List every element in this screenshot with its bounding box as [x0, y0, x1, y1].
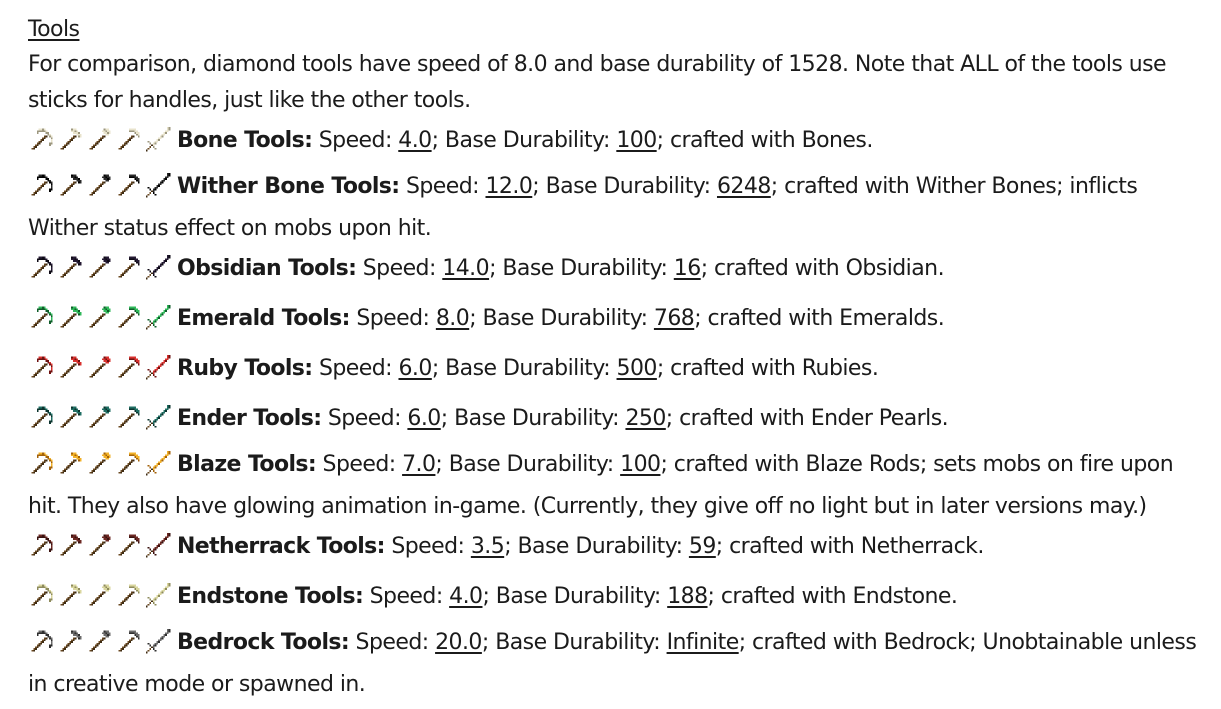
wither-bone-shovel-icon [86, 171, 114, 199]
speed-value: 20.0 [435, 630, 482, 655]
durability-label: Base Durability: [444, 128, 610, 153]
speed-value: 3.5 [470, 534, 505, 559]
speed-value: 14.0 [442, 256, 490, 281]
bedrock-pickaxe-icon [28, 627, 56, 655]
separator: ; [440, 406, 455, 431]
tool-description: ; crafted with Rubies. [656, 356, 879, 381]
speed-label: Speed: [318, 356, 393, 381]
ender-shovel-icon [86, 403, 114, 431]
separator: ; [431, 356, 446, 381]
durability-value: 500 [616, 356, 657, 381]
durability-label: Base Durability: [445, 356, 611, 381]
obsidian-shovel-icon [86, 253, 114, 281]
blaze-shovel-icon [86, 449, 114, 477]
tool-description: ; crafted with Netherrack. [715, 534, 984, 559]
tool-list [28, 119, 1198, 703]
ruby-pickaxe-icon [28, 353, 56, 381]
speed-label: Speed: [405, 174, 480, 199]
tool-description: ; crafted with Endstone. [707, 584, 958, 609]
tool-set-name: Wither Bone Tools: [177, 174, 400, 199]
speed-value: 8.0 [435, 306, 470, 331]
durability-value: 100 [616, 128, 657, 153]
speed-value: 6.0 [407, 406, 441, 431]
tool-set-name: Ender Tools: [177, 406, 322, 431]
tool-set-name: Netherrack Tools: [177, 534, 385, 559]
ender-pickaxe-icon [28, 403, 56, 431]
durability-value: 100 [620, 452, 661, 477]
durability-label: Base Durability: [454, 406, 619, 431]
ruby-shovel-icon [86, 353, 114, 381]
obsidian-sword-icon [144, 253, 172, 281]
emerald-hoe-icon [115, 303, 143, 331]
obsidian-pickaxe-icon [28, 253, 56, 281]
bedrock-shovel-icon [86, 627, 114, 655]
ender-sword-icon [144, 403, 172, 431]
durability-label: Base Durability: [495, 584, 661, 609]
speed-value: 7.0 [402, 452, 436, 477]
speed-value: 6.0 [398, 356, 432, 381]
tool-icon-row [28, 253, 173, 297]
tool-entry [28, 525, 1198, 575]
tool-icon-row [28, 353, 173, 397]
netherrack-sword-icon [144, 531, 172, 559]
tool-description: ; crafted with Obsidian. [700, 256, 945, 281]
durability-value: 250 [625, 406, 666, 431]
speed-label: Speed: [356, 306, 430, 331]
blaze-hoe-icon [115, 449, 143, 477]
obsidian-hoe-icon [115, 253, 143, 281]
emerald-sword-icon [144, 303, 172, 331]
tool-set-name: Obsidian Tools: [177, 256, 357, 281]
durability-value: 188 [667, 584, 708, 609]
endstone-axe-icon [57, 581, 85, 609]
speed-label: Speed: [322, 452, 396, 477]
tool-entry [28, 397, 1198, 447]
endstone-shovel-icon [86, 581, 114, 609]
tool-icon-row [28, 125, 173, 169]
netherrack-pickaxe-icon [28, 531, 56, 559]
bone-sword-icon [144, 125, 172, 153]
durability-value: 768 [653, 306, 695, 331]
netherrack-axe-icon [57, 531, 85, 559]
durability-value: 59 [688, 534, 716, 559]
blaze-pickaxe-icon [28, 449, 56, 477]
separator: ; [504, 534, 518, 559]
intro-paragraph: For comparison, diamond tools have speed of 8.0 and base durability of 1528. Note that ALL of the tools use sticks for handles, just like the other tools. [28, 52, 1167, 113]
tool-set-name: Bedrock Tools: [177, 630, 350, 655]
tool-set-name: Bone Tools: [177, 128, 313, 153]
netherrack-hoe-icon [115, 531, 143, 559]
tool-description: ; crafted with Wither Bones; inflicts Wither status effect on mobs upon hit. [28, 174, 1138, 241]
separator: ; [532, 174, 546, 199]
netherrack-shovel-icon [86, 531, 114, 559]
wither-bone-sword-icon [144, 171, 172, 199]
bedrock-axe-icon [57, 627, 85, 655]
durability-label: Base Durability: [545, 174, 711, 199]
durability-value: 6248 [716, 174, 771, 199]
section-heading: Tools [28, 17, 80, 42]
ruby-sword-icon [144, 353, 172, 381]
tool-icon-row [28, 403, 173, 447]
bone-pickaxe-icon [28, 125, 56, 153]
tool-entry [28, 575, 1198, 625]
speed-value: 4.0 [449, 584, 483, 609]
speed-label: Speed: [369, 584, 443, 609]
emerald-axe-icon [57, 303, 85, 331]
durability-label: Base Durability: [448, 452, 614, 477]
speed-label: Speed: [362, 256, 436, 281]
wither-bone-pickaxe-icon [28, 171, 56, 199]
wither-bone-axe-icon [57, 171, 85, 199]
tool-entry [28, 247, 1198, 297]
tool-icon-row [28, 627, 173, 667]
durability-label: Base Durability: [517, 534, 683, 559]
ender-hoe-icon [115, 403, 143, 431]
tool-entry [28, 347, 1198, 397]
speed-label: Speed: [327, 406, 401, 431]
endstone-hoe-icon [115, 581, 143, 609]
endstone-sword-icon [144, 581, 172, 609]
ruby-axe-icon [57, 353, 85, 381]
durability-label: Base Durability: [495, 630, 661, 655]
tool-description: ; crafted with Ender Pearls. [665, 406, 949, 431]
separator: ; [482, 584, 496, 609]
blaze-axe-icon [57, 449, 85, 477]
tool-set-name: Emerald Tools: [177, 306, 350, 331]
tool-entry [28, 625, 1198, 703]
separator: ; [489, 256, 503, 281]
tool-icon-row [28, 449, 173, 489]
tool-entry [28, 169, 1198, 247]
durability-label: Base Durability: [482, 306, 648, 331]
tool-set-name: Blaze Tools: [177, 452, 317, 477]
tool-description: ; crafted with Emeralds. [694, 306, 945, 331]
speed-value: 12.0 [485, 174, 533, 199]
endstone-pickaxe-icon [28, 581, 56, 609]
durability-value: Infinite [666, 630, 739, 655]
tools-section [28, 13, 1198, 703]
bedrock-hoe-icon [115, 627, 143, 655]
tool-description: ; crafted with Blaze Rods; sets mobs on fire upon hit. They also have glowing animation in-game. (Currently, they give off no light but in later versions may.) [28, 452, 1174, 519]
speed-label: Speed: [318, 128, 392, 153]
bone-hoe-icon [115, 125, 143, 153]
durability-label: Base Durability: [502, 256, 668, 281]
separator: ; [469, 306, 483, 331]
tool-icon-row [28, 531, 173, 575]
tool-icon-row [28, 581, 173, 625]
wither-bone-hoe-icon [115, 171, 143, 199]
tool-set-name: Endstone Tools: [177, 584, 364, 609]
bone-axe-icon [57, 125, 85, 153]
separator: ; [481, 630, 496, 655]
ruby-hoe-icon [115, 353, 143, 381]
tool-description: ; crafted with Bones. [656, 128, 873, 153]
tool-icon-row [28, 171, 173, 211]
tool-description: ; crafted with Bedrock; Unobtainable unless in creative mode or spawned in. [28, 630, 1197, 697]
separator: ; [431, 128, 445, 153]
emerald-pickaxe-icon [28, 303, 56, 331]
obsidian-axe-icon [57, 253, 85, 281]
emerald-shovel-icon [86, 303, 114, 331]
blaze-sword-icon [144, 449, 172, 477]
speed-label: Speed: [355, 630, 429, 655]
separator: ; [435, 452, 449, 477]
speed-value: 4.0 [398, 128, 432, 153]
ender-axe-icon [57, 403, 85, 431]
speed-label: Speed: [391, 534, 465, 559]
tool-entry [28, 297, 1198, 347]
tool-entry [28, 119, 1198, 169]
bedrock-sword-icon [144, 627, 172, 655]
tool-icon-row [28, 303, 173, 347]
durability-value: 16 [673, 256, 701, 281]
tool-entry [28, 447, 1198, 525]
tool-set-name: Ruby Tools: [177, 356, 313, 381]
bone-shovel-icon [86, 125, 114, 153]
